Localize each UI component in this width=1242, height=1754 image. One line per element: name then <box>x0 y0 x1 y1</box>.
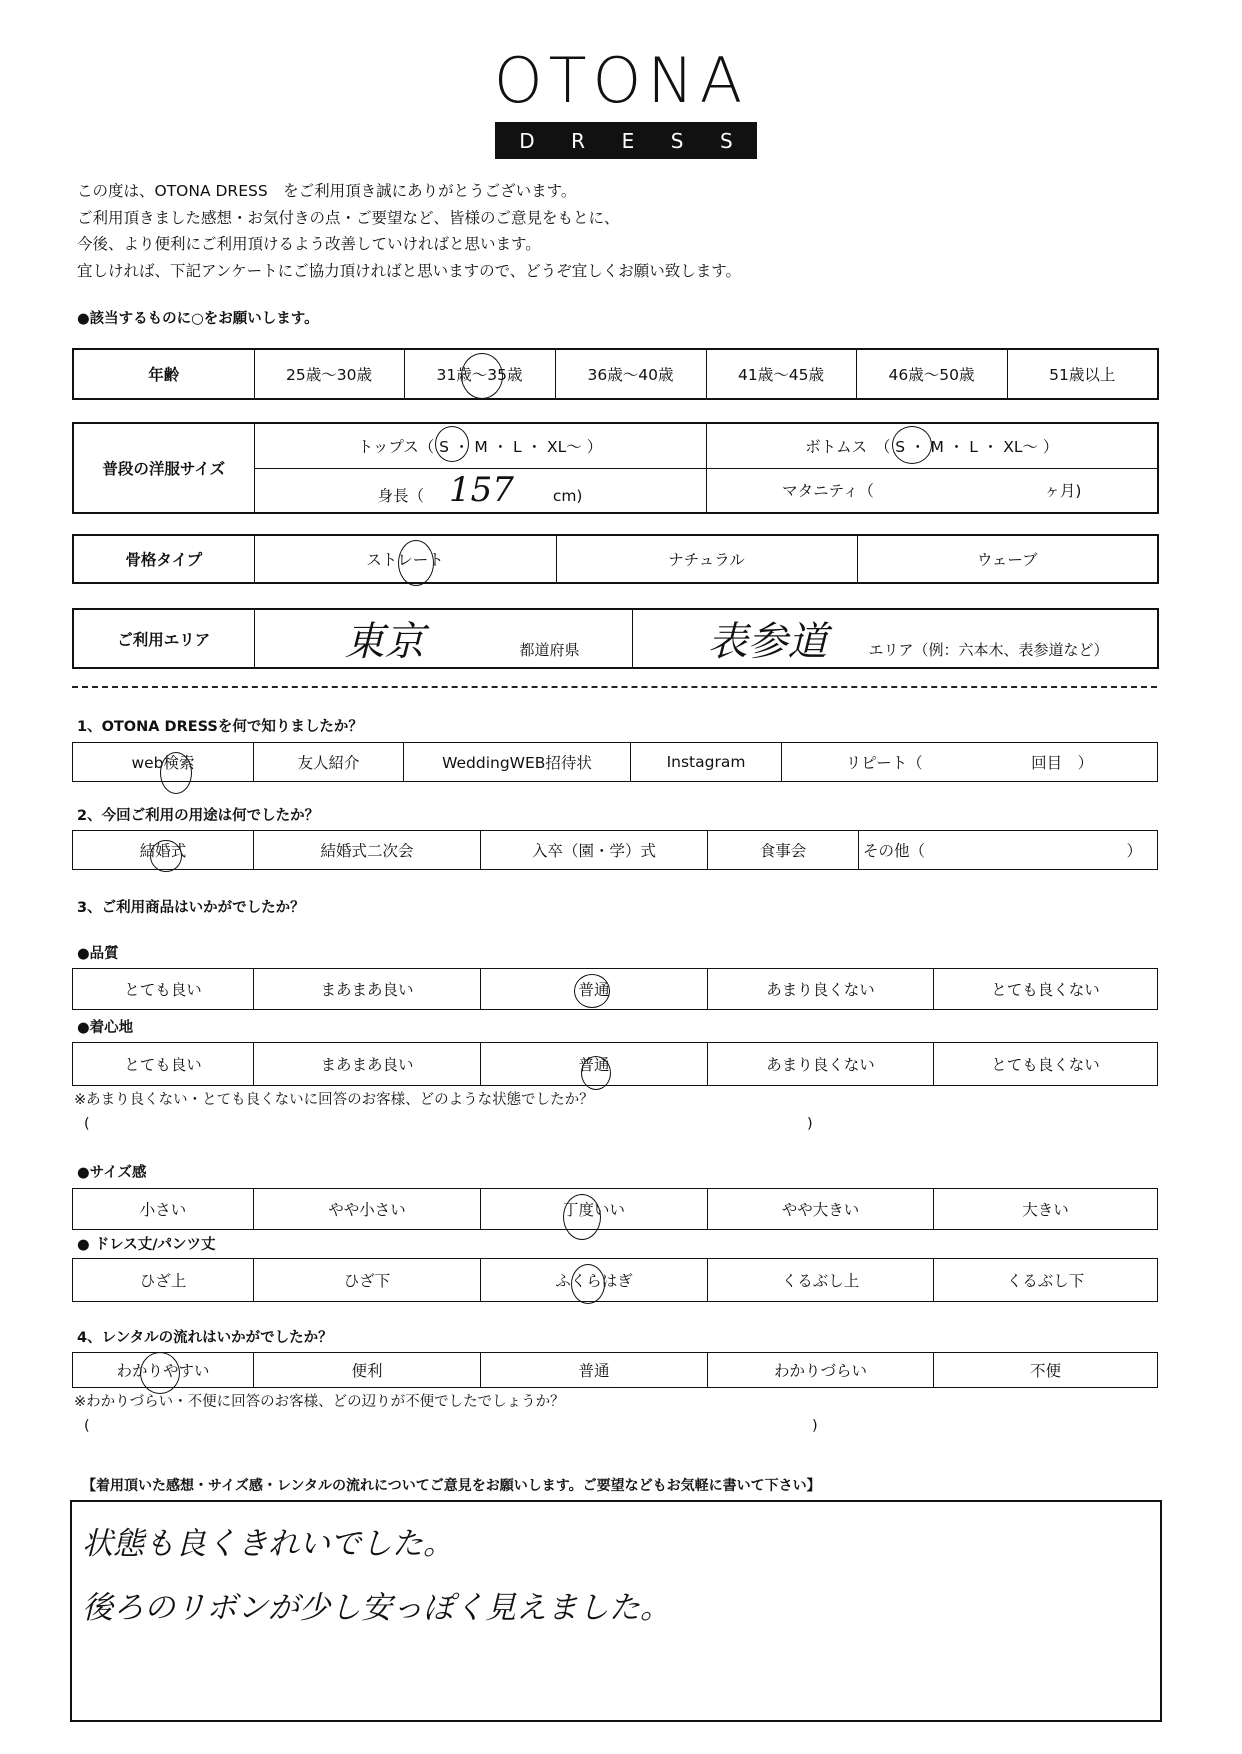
selection-circle <box>150 840 182 872</box>
area-table <box>72 608 1159 669</box>
q2-option[interactable]: 結婚式二次会 <box>254 831 481 870</box>
q1-option-selected[interactable]: web検索 <box>73 743 254 782</box>
area-field[interactable] <box>632 609 1158 668</box>
bottoms-options[interactable]: ボトムス （ S ・ M ・ L ・ XL～ ） <box>706 423 1158 468</box>
size-feel-label: ●サイズ感 <box>77 1165 147 1181</box>
q4-table <box>72 1352 1158 1388</box>
area-suffix: エリア（例：六本木、表参道など） <box>868 641 1109 659</box>
logo-letter: S <box>719 128 733 153</box>
q2-table <box>72 830 1158 870</box>
intro-text <box>77 178 741 284</box>
quality-table <box>72 968 1158 1010</box>
comfort-option[interactable]: まあまあ良い <box>254 1043 481 1086</box>
q2-option-selected[interactable]: 結婚式 <box>73 831 254 870</box>
age-option[interactable]: 41歳～45歳 <box>706 349 856 399</box>
maternity-field[interactable]: マタニティ（ ヶ月) <box>706 468 1158 513</box>
comment-title: 【着用頂いた感想・サイズ感・レンタルの流れについてご意見をお願いします。ご要望などもお気軽に書いて下さい】 <box>82 1478 821 1494</box>
body-type-option[interactable]: ナチュラル <box>556 535 857 583</box>
selection-circle <box>892 426 932 464</box>
comfort-option[interactable]: とても良い <box>73 1043 254 1086</box>
size-label: 普段の洋服サイズ <box>73 423 254 513</box>
q3-title: 3、ご利用商品はいかがでしたか？ <box>77 900 305 916</box>
age-label: 年齢 <box>73 349 254 399</box>
q2-option[interactable]: 入卒（園・学）式 <box>481 831 708 870</box>
quality-option[interactable]: とても良い <box>73 969 254 1010</box>
q1-option[interactable]: Instagram <box>631 743 782 782</box>
length-option-selected[interactable]: ふくらはぎ <box>481 1259 708 1302</box>
age-option[interactable]: 36歳～40歳 <box>555 349 706 399</box>
height-field[interactable] <box>254 468 706 513</box>
height-unit: cm) <box>552 487 583 506</box>
q1-option[interactable]: リピート（ 回目 ） <box>782 743 1158 782</box>
intro-line: ご利用頂きました感想・お気付きの点・ご要望など、皆様のご意見をもとに、 <box>77 208 620 227</box>
q2-option[interactable]: 食事会 <box>708 831 859 870</box>
dress-logo-bar <box>495 122 757 159</box>
size-feel-table <box>72 1188 1158 1230</box>
q4-title: 4、レンタルの流れはいかがでしたか？ <box>77 1330 333 1346</box>
selection-circle <box>574 974 610 1008</box>
q4-option-selected[interactable]: わかりやすい <box>73 1353 254 1388</box>
size-table <box>72 422 1159 514</box>
body-type-option-selected[interactable]: ストレート <box>254 535 556 583</box>
selection-circle <box>461 353 503 399</box>
selection-circle <box>160 752 192 794</box>
paren-close: ) <box>812 1418 818 1434</box>
q1-option[interactable]: 友人紹介 <box>254 743 404 782</box>
intro-line: 宜しければ、下記アンケートにご協力頂ければと思いますので、どうぞ宜しくお願い致します。 <box>77 261 742 280</box>
quality-label: ●品質 <box>77 946 119 962</box>
q4-option[interactable]: 普通 <box>481 1353 708 1388</box>
body-type-option[interactable]: ウェーブ <box>857 535 1158 583</box>
length-option[interactable]: ひざ下 <box>254 1259 481 1302</box>
size-feel-option[interactable]: やや大きい <box>708 1189 934 1230</box>
prefecture-suffix: 都道府県 <box>519 641 580 659</box>
length-option[interactable]: ひざ上 <box>73 1259 254 1302</box>
comfort-table <box>72 1042 1158 1086</box>
area-label: ご利用エリア <box>73 609 254 668</box>
logo-letter: R <box>571 128 586 153</box>
instruction: ●該当するものに○をお願いします。 <box>77 311 319 327</box>
tops-options[interactable]: トップス（ S ・ M ・ L ・ XL～ ） <box>254 423 706 468</box>
length-option[interactable]: くるぶし下 <box>934 1259 1158 1302</box>
length-option[interactable]: くるぶし上 <box>708 1259 934 1302</box>
comfort-option[interactable]: とても良くない <box>934 1043 1158 1086</box>
comfort-note: ※あまり良くない・とても良くないに回答のお客様、どのような状態でしたか？ <box>74 1092 594 1108</box>
quality-option[interactable]: とても良くない <box>934 969 1158 1010</box>
length-table <box>72 1258 1158 1302</box>
length-label: ● ドレス丈/パンツ丈 <box>77 1237 216 1253</box>
height-value: 157 <box>448 470 514 511</box>
divider <box>72 686 1157 688</box>
logo-letter: D <box>519 128 535 153</box>
size-feel-option[interactable]: 小さい <box>73 1189 254 1230</box>
age-option[interactable]: 25歳～30歳 <box>254 349 404 399</box>
comfort-option[interactable]: あまり良くない <box>708 1043 934 1086</box>
selection-circle <box>581 1056 611 1090</box>
q4-note: ※わかりづらい・不便に回答のお客様、どの辺りが不便でしたでしょうか？ <box>74 1394 565 1410</box>
quality-option-selected[interactable]: 普通 <box>481 969 708 1010</box>
age-table <box>72 348 1159 400</box>
selection-circle <box>563 1194 601 1240</box>
quality-option[interactable]: あまり良くない <box>708 969 934 1010</box>
logo-letter: E <box>621 128 635 153</box>
intro-line: この度は、OTONA DRESS をご利用頂き誠にありがとうございます。 <box>77 182 577 200</box>
intro-line: 今後、より便利にご利用頂けるよう改善していければと思います。 <box>77 235 541 253</box>
selection-circle <box>571 1264 605 1304</box>
q2-title: 2、今回ご利用の用途は何でしたか？ <box>77 808 320 824</box>
selection-circle <box>398 540 434 586</box>
otona-logo: OTONA <box>493 44 749 117</box>
q4-option[interactable]: わかりづらい <box>708 1353 934 1388</box>
comment-box[interactable] <box>70 1500 1162 1722</box>
q1-title: 1、OTONA DRESSを何で知りましたか？ <box>77 719 363 735</box>
size-feel-option-selected[interactable]: 丁度いい <box>481 1189 708 1230</box>
q4-option[interactable]: 不便 <box>934 1353 1158 1388</box>
q2-option[interactable]: その他（ ） <box>859 831 1158 870</box>
paren-close: ) <box>807 1116 813 1132</box>
height-prefix: 身長（ <box>377 487 425 506</box>
paren-open: ( <box>84 1418 90 1434</box>
comfort-option-selected[interactable]: 普通 <box>481 1043 708 1086</box>
q4-option[interactable]: 便利 <box>254 1353 481 1388</box>
selection-circle <box>140 1352 180 1394</box>
paren-open: ( <box>84 1116 90 1132</box>
area-value: 表参道 <box>707 619 828 665</box>
logo-letter: S <box>670 128 684 153</box>
q1-option[interactable]: WeddingWEB招待状 <box>404 743 631 782</box>
comfort-label: ●着心地 <box>77 1020 134 1036</box>
size-feel-option[interactable]: 大きい <box>934 1189 1158 1230</box>
age-option-selected[interactable]: 31歳～35歳 <box>404 349 555 399</box>
body-type-table <box>72 534 1159 584</box>
body-type-label: 骨格タイプ <box>73 535 254 583</box>
prefecture-value: 東京 <box>344 619 425 665</box>
prefecture-field[interactable] <box>254 609 632 668</box>
size-feel-option[interactable]: やや小さい <box>254 1189 481 1230</box>
selection-circle <box>435 426 469 462</box>
age-option[interactable]: 51歳以上 <box>1007 349 1158 399</box>
comment-line: 状態も良くきれいでした。 <box>82 1526 454 1562</box>
quality-option[interactable]: まあまあ良い <box>254 969 481 1010</box>
q1-table <box>72 742 1158 782</box>
comment-line: 後ろのリボンが少し安っぽく見えました。 <box>82 1590 671 1626</box>
age-option[interactable]: 46歳～50歳 <box>856 349 1007 399</box>
